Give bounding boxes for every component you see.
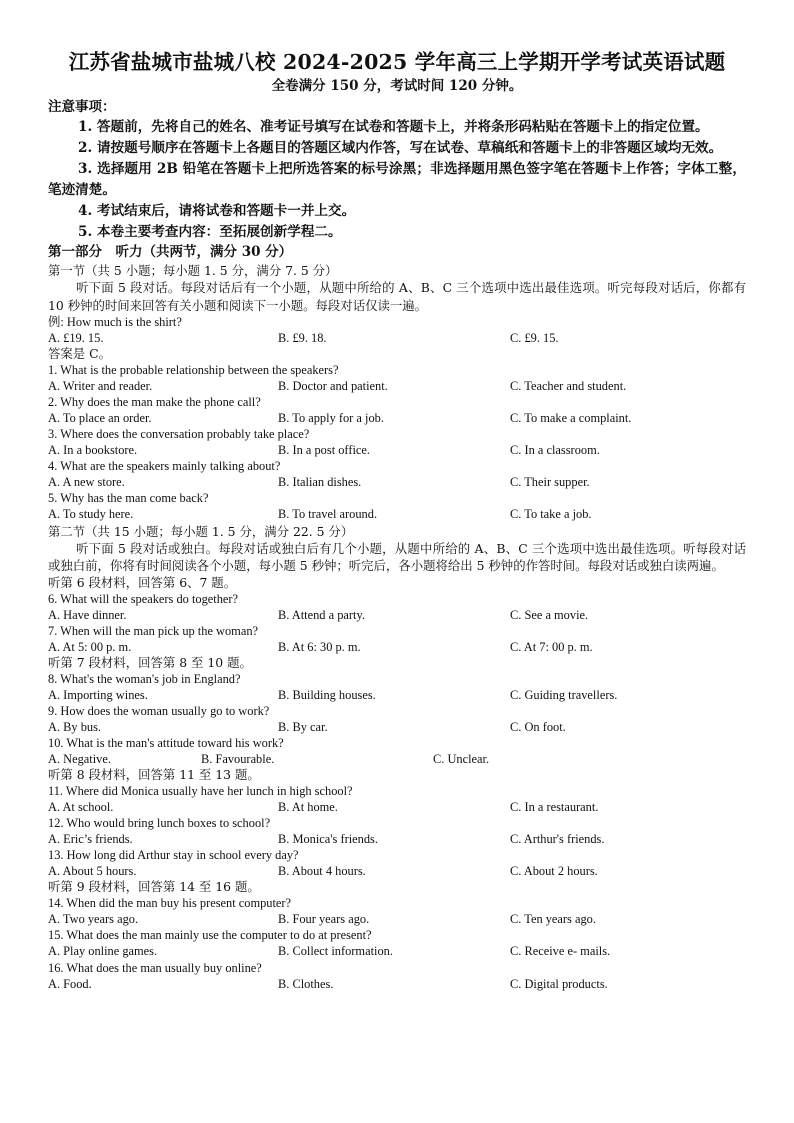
option-b: B. Doctor and patient. — [278, 379, 388, 394]
options-8 — [48, 687, 746, 703]
option-b: B. At home. — [278, 800, 338, 815]
options-2 — [48, 410, 746, 426]
option-b: B. Monica's friends. — [278, 832, 378, 847]
exam-title: 江苏省盐城市盐城八校 2024-2025 学年高三上学期开学考试英语试题 — [68, 50, 726, 74]
option-b: B. In a post office. — [278, 443, 370, 458]
question-16: 16. What does the man usually buy online? — [48, 960, 262, 975]
option-b: B. Attend a party. — [278, 607, 365, 622]
exam-subtitle: 全卷满分 150 分，考试时间 120 分钟。 — [271, 78, 523, 94]
question-6: 6. What will the speakers do together? — [48, 591, 239, 606]
question-7: 7. When will the man pick up the woman? — [48, 623, 259, 638]
example-options — [48, 330, 746, 346]
section1-instruction: 听下面 5 段对话。每段对话后有一个小题，从题中所给的 A、B、C 三个选项中选出最佳选项。听完每段对话后，你都有 10 秒钟的时间来回答有关小题和阅读下一小题。每段对话仅读一遍。 — [48, 280, 746, 313]
option-a: A. A new store. — [48, 475, 125, 490]
option-b: B. At 6: 30 p. m. — [278, 639, 361, 654]
option-a: A. To study here. — [48, 507, 134, 522]
material-8-label: 听第 8 段材料，回答第 11 至 13 题。 — [48, 767, 260, 783]
option-b: B. Favourable. — [201, 751, 275, 766]
option-b: B. About 4 hours. — [278, 864, 366, 879]
option-a: A. Two years ago. — [48, 912, 139, 927]
option-a: A. By bus. — [48, 719, 102, 734]
option-c: C. At 7: 00 p. m. — [510, 639, 593, 654]
option-a: A. About 5 hours. — [48, 864, 137, 879]
option-c: C. To take a job. — [510, 507, 592, 522]
material-9-label: 听第 9 段材料，回答第 14 至 16 题。 — [48, 879, 260, 895]
question-14: 14. When did the man buy his present computer? — [48, 896, 292, 911]
note-item: 2. 请按题号顺序在答题卡上各题目的答题区域内作答，写在试卷、草稿纸和答题卡上的非答题区域均无效。 — [78, 140, 723, 156]
question-11: 11. Where did Monica usually have her lunch in high school? — [48, 784, 353, 799]
options-1 — [48, 378, 746, 394]
option-a: A. In a bookstore. — [48, 443, 138, 458]
question-8: 8. What's the woman's job in England? — [48, 671, 241, 686]
question-1: 1. What is the probable relationship between the speakers? — [48, 363, 339, 378]
options-13 — [48, 863, 746, 879]
options-16 — [48, 976, 746, 992]
question-3: 3. Where does the conversation probably take place? — [48, 427, 310, 442]
option-a: A. At school. — [48, 800, 114, 815]
option-b: B. By car. — [278, 719, 328, 734]
option-b: B. Four years ago. — [278, 912, 370, 927]
option-b: B. Building houses. — [278, 687, 376, 702]
options-3 — [48, 442, 746, 458]
part1-title: 第一部分 听力（共两节，满分 30 分） — [48, 244, 293, 260]
exam-page — [48, 48, 746, 992]
note-item: 3. 选择题用 2B 铅笔在答题卡上把所选答案的标号涂黑；非选择题用黑色签字笔在答题卡上作答；字体工整，笔迹清楚。 — [48, 161, 746, 198]
section2-heading: 第二节（共 15 小题；每小题 1. 5 分，满分 22. 5 分） — [48, 523, 354, 539]
option-c: C. To make a complaint. — [510, 411, 632, 426]
option-c: C. Receive e- mails. — [510, 944, 611, 959]
question-15: 15. What does the man mainly use the computer to do at present? — [48, 928, 372, 943]
options-10 — [48, 751, 746, 767]
example-answer: 答案是 C。 — [48, 346, 111, 362]
options-12 — [48, 831, 746, 847]
question-5: 5. Why has the man come back? — [48, 491, 209, 506]
question-10: 10. What is the man's attitude toward his work? — [48, 735, 284, 750]
option-a: A. Writer and reader. — [48, 379, 153, 394]
option-c: C. Ten years ago. — [510, 912, 596, 927]
option-a: A. Negative. — [48, 751, 111, 766]
option-c: C. £9. 15. — [510, 331, 559, 345]
option-c: C. In a restaurant. — [510, 800, 599, 815]
option-b: B. To travel around. — [278, 507, 378, 522]
option-a: A. £19. 15. — [48, 331, 104, 345]
option-c: C. Unclear. — [433, 751, 490, 766]
note-item: 5. 本卷主要考查内容：至拓展创新学程二。 — [78, 224, 342, 240]
option-a: A. To place an order. — [48, 411, 152, 426]
question-9: 9. How does the woman usually go to work? — [48, 703, 270, 718]
option-a: A. Eric’s friends. — [48, 832, 133, 847]
options-7 — [48, 639, 746, 655]
option-c: C. Teacher and student. — [510, 379, 627, 394]
option-a: A. At 5: 00 p. m. — [48, 639, 132, 654]
option-b: B. To apply for a job. — [278, 411, 384, 426]
option-c: C. On foot. — [510, 719, 566, 734]
question-12: 12. Who would bring lunch boxes to school? — [48, 816, 271, 831]
question-13: 13. How long did Arthur stay in school every day? — [48, 848, 299, 863]
option-b: B. Collect information. — [278, 944, 393, 959]
note-item: 4. 考试结束后，请将试卷和答题卡一并上交。 — [78, 203, 356, 219]
notes-heading: 注意事项： — [48, 99, 116, 115]
options-14 — [48, 911, 746, 927]
question-4: 4. What are the speakers mainly talking about? — [48, 459, 281, 474]
option-a: A. Importing wines. — [48, 687, 148, 702]
option-c: C. Arthur's friends. — [510, 832, 605, 847]
material-7-label: 听第 7 段材料，回答第 8 至 10 题。 — [48, 654, 252, 670]
material-6-label: 听第 6 段材料，回答第 6、7 题。 — [48, 574, 237, 590]
option-b: B. £9. 18. — [278, 331, 327, 345]
option-c: C. Their supper. — [510, 475, 590, 490]
option-c: C. In a classroom. — [510, 443, 600, 458]
option-b: B. Clothes. — [278, 976, 334, 991]
options-4 — [48, 474, 746, 490]
option-a: A. Have dinner. — [48, 607, 127, 622]
option-b: B. Italian dishes. — [278, 475, 362, 490]
option-a: A. Play online games. — [48, 944, 158, 959]
section1-heading: 第一节（共 5 小题；每小题 1. 5 分，满分 7. 5 分） — [48, 263, 338, 278]
section2-instruction: 听下面 5 段对话或独白。每段对话或独白后有几个小题，从题中所给的 A、B、C 三个选项中选出最佳选项。听每段对话或独白前，你将有时间阅读各个小题，每小题 5 秒钟；听完后，各小题将给出 5 秒钟的作答时间。每段对话或独白读两遍。 — [48, 540, 746, 574]
option-c: C. See a movie. — [510, 607, 589, 622]
options-15 — [48, 943, 746, 959]
note-item: 1. 答题前，先将自己的姓名、准考证号填写在试卷和答题卡上，并将条形码粘贴在答题卡上的指定位置。 — [78, 119, 709, 135]
example-question: 例: How much is the shirt? — [48, 315, 182, 329]
option-c: C. Guiding travellers. — [510, 687, 618, 702]
options-9 — [48, 719, 746, 735]
options-6 — [48, 607, 746, 623]
options-11 — [48, 799, 746, 815]
options-5 — [48, 506, 746, 522]
option-a: A. Food. — [48, 976, 92, 991]
question-2: 2. Why does the man make the phone call? — [48, 395, 261, 410]
option-c: C. Digital products. — [510, 976, 608, 991]
option-c: C. About 2 hours. — [510, 864, 598, 879]
